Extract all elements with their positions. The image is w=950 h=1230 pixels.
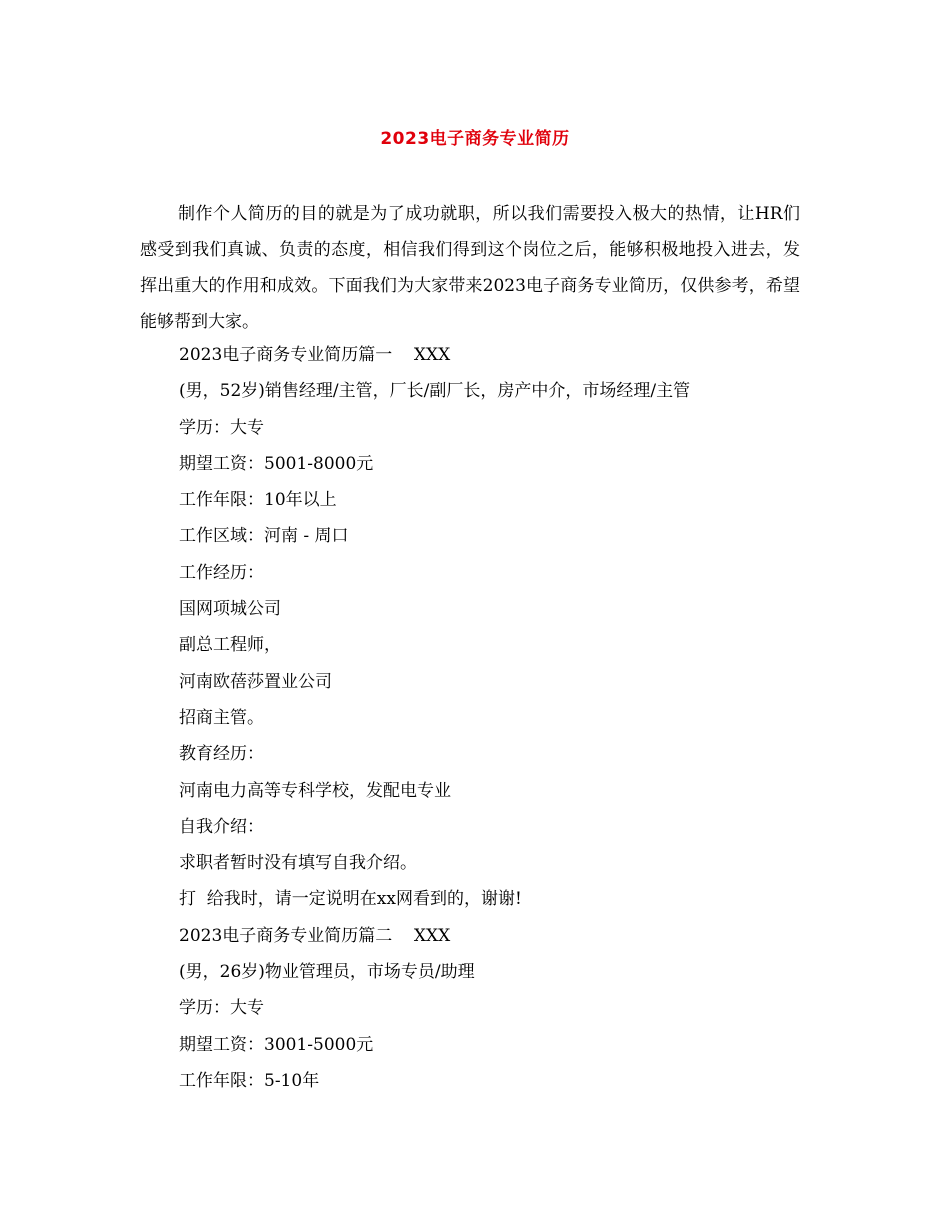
- resume-line: 求职者暂时没有填写自我介绍。: [179, 853, 417, 874]
- resume-line: 2023电子商务专业简历篇一 XXX: [179, 345, 451, 365]
- resume-line: 副总工程师，: [179, 635, 281, 656]
- intro-paragraph: 制作个人简历的目的就是为了成功就职，所以我们需要投入极大的热情，让HR们感受到我们真诚、负责的态度，相信我们得到这个岗位之后，能够积极地投入进去，发挥出重大的作用和成效。下面我们为大家带来2023电子商务专业简历，仅供参考，希望能够帮到大家。: [140, 204, 800, 332]
- resume-line: 工作年限：5-10年: [179, 1070, 320, 1091]
- resume-line: 国网项城公司: [179, 599, 281, 620]
- resume-line: 打 给我时，请一定说明在xx网看到的，谢谢!: [179, 889, 522, 910]
- resume-line: 自我介绍：: [179, 816, 264, 837]
- document-title: 2023电子商务专业简历: [380, 129, 570, 149]
- resume-line: 河南电力高等专科学校，发配电专业: [179, 780, 451, 801]
- resume-line: (男，26岁)物业管理员，市场专员/助理: [179, 962, 475, 983]
- resume-line: 学历：大专: [179, 998, 264, 1019]
- resume-line: 河南欧蓓莎置业公司: [179, 671, 332, 692]
- resume-line: 期望工资：3001-5000元: [179, 1034, 374, 1055]
- resume-lines: [179, 340, 819, 1102]
- resume-line: 招商主管。: [179, 707, 264, 728]
- resume-line: 学历：大专: [179, 417, 264, 438]
- resume-line: (男，52岁)销售经理/主管，厂长/副厂长，房产中介，市场经理/主管: [179, 381, 691, 402]
- resume-line: 工作区域：河南 - 周口: [179, 526, 349, 547]
- resume-line: 期望工资：5001-8000元: [179, 453, 374, 474]
- resume-line: 工作年限：10年以上: [179, 490, 337, 511]
- resume-line: 教育经历：: [179, 744, 264, 765]
- resume-line: 工作经历：: [179, 562, 264, 583]
- resume-line: 2023电子商务专业简历篇二 XXX: [179, 925, 451, 946]
